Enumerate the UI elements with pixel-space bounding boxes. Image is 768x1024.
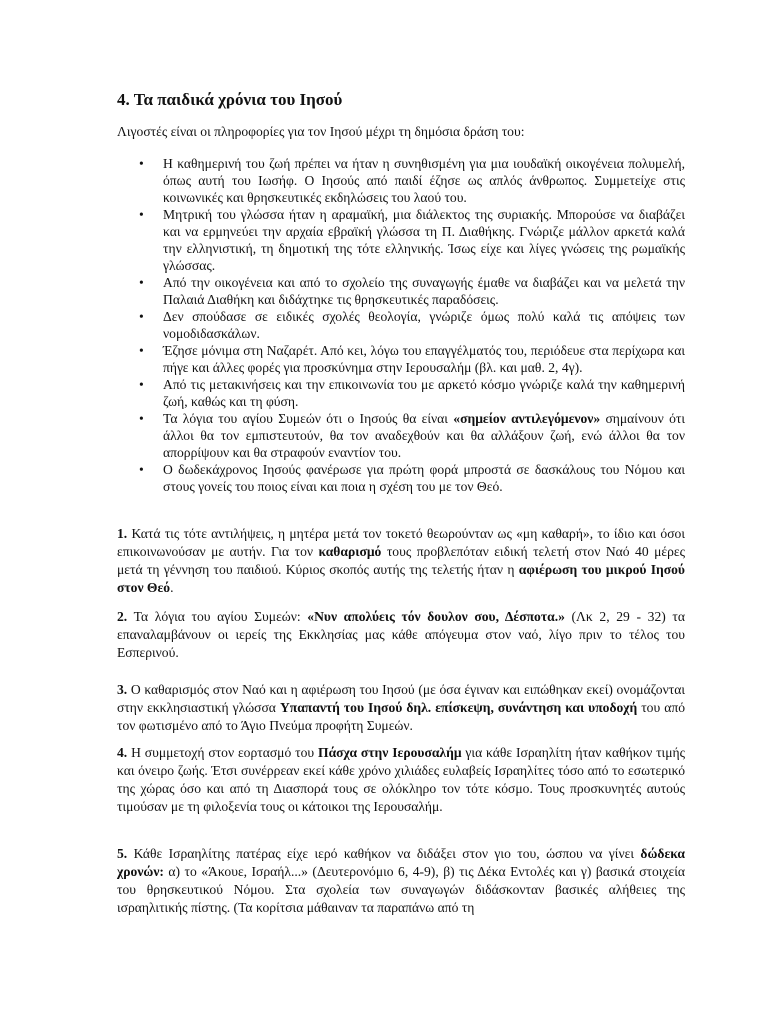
note-4 [117, 744, 685, 816]
bullet-emphasis: «σημείον αντιλεγόμενον» [453, 411, 601, 426]
list-item: • Ο δωδεκάχρονος Ιησούς φανέρωσε για πρώτη φορά μπροστά σε δασκάλους του Νόμου και στους γονείς του ποιος είναι και ποια η σχέση του με τον Θεό. [117, 461, 685, 495]
bullet-text: σημαίνουν ότι άλλοι θα τον εμπιστευτούν, θα τον αναδεχθούν και θα αλλάξουν ζωή, ενώ άλλοι θα τον απορρίψουν και θα στραφούν εναντίον του. [163, 411, 685, 460]
note-3 [117, 681, 685, 735]
note-text: τους προβλεπόταν ειδική τελετή στον Ναό 40 μέρες μετά τη γέννηση του παιδιού. Κύριος σκοπός αυτής της τελετής ήταν η [117, 544, 685, 577]
note-text: . [170, 580, 174, 595]
note-emphasis: Πάσχα στην Ιερουσαλήμ [318, 745, 462, 760]
note-number: 3. [117, 682, 128, 697]
bullet-text: Τα λόγια του αγίου Συμεών ότι ο Ιησούς θα είναι [163, 411, 454, 426]
note-text: Η συμμετοχή στον εορτασμό του [127, 745, 318, 760]
note-number: 4. [117, 745, 128, 760]
note-number: 1. [117, 526, 128, 541]
note-text: Τα λόγια του αγίου Συμεών: [127, 609, 308, 624]
note-emphasis: καθαρισμό [318, 544, 382, 559]
note-number: 5. [117, 846, 128, 861]
note-emphasis: αφιέρωση του μικρού Ιησού στον Θεό [117, 562, 685, 595]
note-text: α) το «Άκουε, Ισραήλ...» (Δευτερονόμιο 6, 4-9), β) τις Δέκα Εντολές και γ) βασικά στοιχεία του θρησκευτικού Νόμου. Στα σχολεία των συναγωγών διδάσκονταν βασικές αλήθειες της ισραηλιτικής πίστης. (Τα κορίτσια μάθαιναν τα παραπάνω από τη [117, 864, 685, 915]
note-emphasis: δώδεκα χρονών: [117, 846, 685, 879]
note-emphasis: Υπαπαντή του Ιησού δηλ. επίσκεψη, συνάντηση και υποδοχή [279, 700, 638, 715]
list-item: • Έζησε μόνιμα στη Ναζαρέτ. Από κει, λόγω του επαγγέλματός του, περιόδευε στα περίχωρα και πήγε και άλλες φορές για προσκύνημα στην Ιερουσαλήμ (βλ. και μαθ. 2, 4γ). [117, 342, 685, 376]
list-item: • Από την οικογένεια και από το σχολείο της συναγωγής έμαθε να διαβάζει και να μελετά την Παλαιά Διαθήκη και διδάχτηκε τις θρησκευτικές παραδόσεις. [117, 274, 685, 308]
note-text: για κάθε Ισραηλίτη ήταν καθήκον τιμής και όνειρο ζωής. Έτσι συνέρρεαν εκεί κάθε χρόνο χιλιάδες ευλαβείς Ισραηλίτες τόσο από το εσωτερικό της χώρας όσο και από τη Διασπορά τους σε ολόκληρο τον τότε κόσμο. Τους προσκυνητές αυτούς τιμούσαν με τη φιλοξενία τους οι κάτοικοι της Ιερουσαλήμ. [117, 745, 685, 814]
note-text: Κατά τις τότε αντιλήψεις, η μητέρα μετά τον τοκετό θεωρούνταν ως «μη καθαρή», το ίδιο και όσοι επικοινωνούσαν με αυτήν. Για τον [117, 526, 685, 559]
section-title: 4. Τα παιδικά χρόνια του Ιησού [117, 90, 343, 109]
list-item: • Δεν σπούδασε σε ειδικές σχολές θεολογία, γνώριζε όμως πολύ καλά τις απόψεις των νομοδιδασκάλων. [117, 308, 685, 342]
note-text: Κάθε Ισραηλίτης πατέρας είχε ιερό καθήκον να διδάξει στον γιο του, ώσπου να γίνει [127, 846, 641, 861]
note-emphasis: «Νυν απολύεις τόν δουλον σου, Δέσποτα.» [307, 609, 565, 624]
intro-paragraph: Λιγοστές είναι οι πληροφορίες για τον Ιησού μέχρι τη δημόσια δράση του: [117, 124, 525, 139]
note-text: (Λκ 2, 29 - 32) τα επαναλαμβάνουν οι ιερείς της Εκκλησίας μας κάθε απόγευμα στον ναό, λίγο πριν το τέλος του Εσπερινού. [117, 609, 685, 660]
list-item: • Από τις μετακινήσεις και την επικοινωνία του με αρκετό κόσμο γνώριζε καλά την καθημερινή ζωή, καθώς και τη φύση. [117, 376, 685, 410]
list-item [117, 410, 685, 461]
note-2 [117, 608, 685, 662]
note-text: Ο καθαρισμός στον Ναό και η αφιέρωση του Ιησού (με όσα έγιναν και ειπώθηκαν εκεί) ονομάζονται στην εκκλησιαστική γλώσσα [117, 682, 685, 715]
list-item: • Μητρική του γλώσσα ήταν η αραμαϊκή, μια διάλεκτος της συριακής. Μπορούσε να διαβάζει και να ερμηνεύει την αρχαία εβραϊκή γλώσσα τη Π. Διαθήκης. Γνώριζε μάλλον αρκετά καλά την ελληνιστική, τη δημοτική της τότε ελληνικής. Ίσως είχε και λίγες γνώσεις της ρωμαϊκής γλώσσας. [117, 206, 685, 274]
note-5 [117, 845, 685, 917]
list-item: • Η καθημερινή του ζωή πρέπει να ήταν η συνηθισμένη για μια ιουδαϊκή οικογένεια πολυμελή, όπως αυτή του Ιωσήφ. Ο Ιησούς από παιδί έζησε ως απλός άνθρωπος. Συμμετείχε στις κοινωνικές και θρησκευτικές εκδηλώσεις του λαού του. [117, 155, 685, 206]
note-1 [117, 525, 685, 597]
note-number: 2. [117, 609, 128, 624]
note-text: του από τον φωτισμένο από το Άγιο Πνεύμα προφήτη Συμεών. [117, 700, 685, 733]
facts-list [117, 155, 685, 495]
